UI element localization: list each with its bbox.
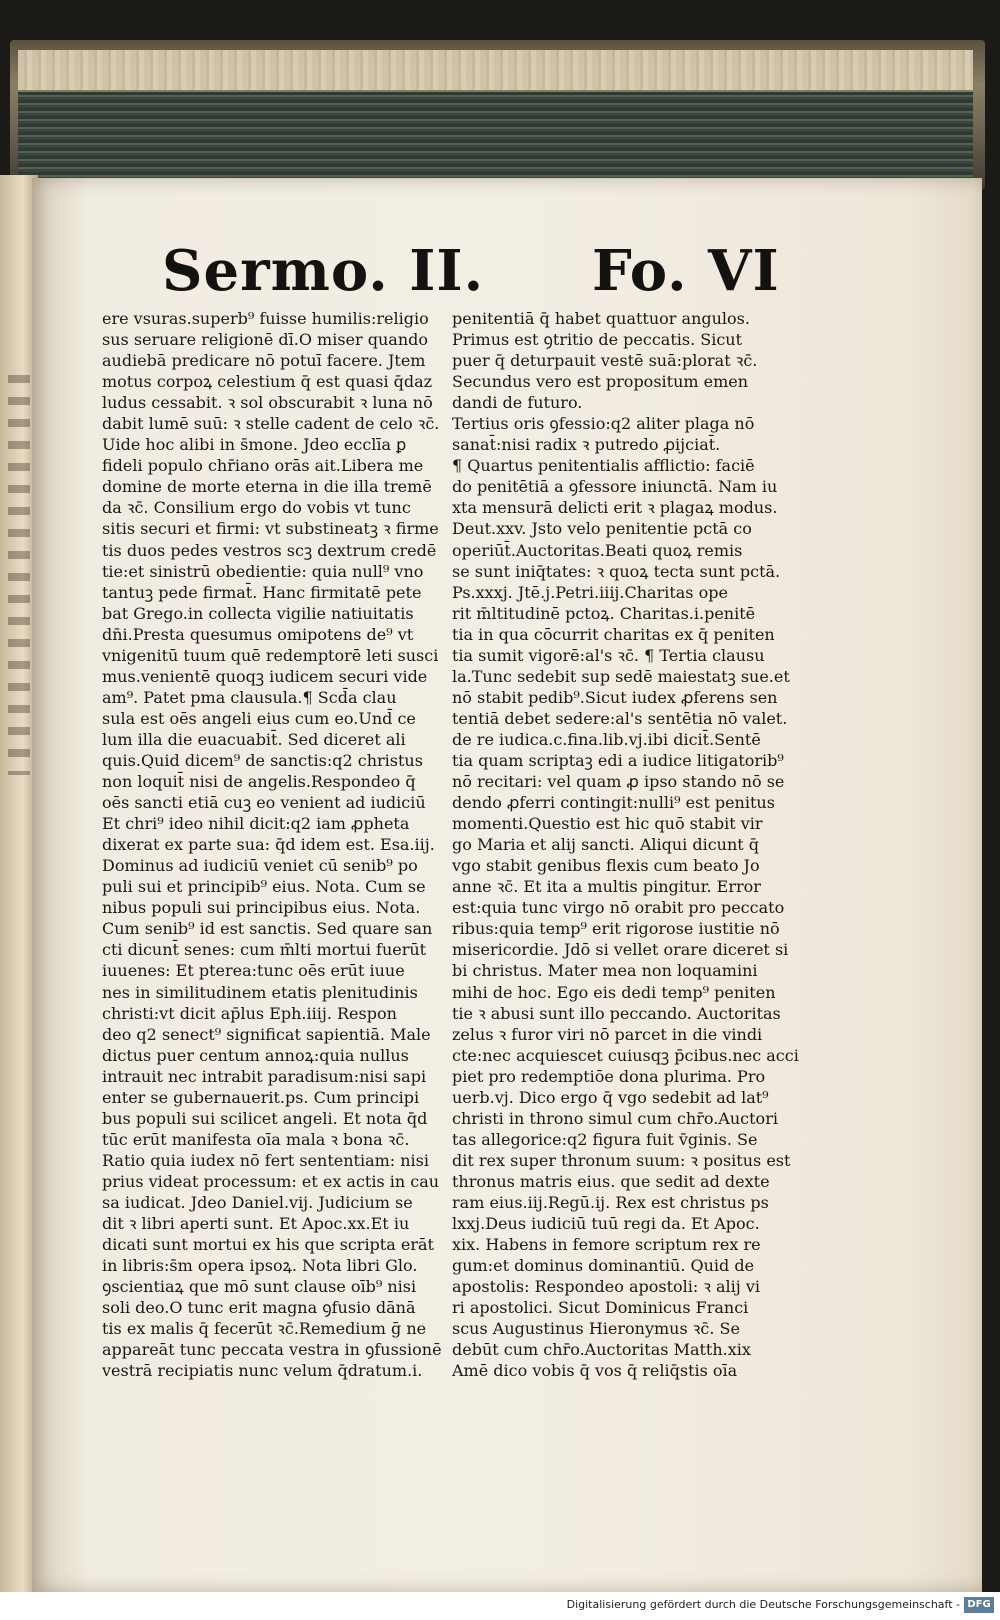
text-line: tis ex malis q̄ fecerūt ꝛc̄.Remedium ḡ ne (102, 1319, 427, 1339)
text-line: sa iudicat. Jdeo Daniel.vij. Judicium se (102, 1192, 413, 1212)
text-line: tas allegorice:q2 figura fuit v̄ginis. Se (452, 1129, 758, 1149)
text-line: gum:et dominus dominantiū. Quid de (452, 1256, 755, 1276)
text-line: iuuenes: Et pterea:tunc oēs erūt iuue (102, 961, 405, 981)
text-line: apostolis: Respondeo apostoli: ꝛ alij vi (452, 1277, 760, 1297)
text-line: Deut.xxv. Jsto velo penitentie pctā co (452, 519, 752, 539)
text-line: vestrā recipiatis nunc velum q̄dratum.i. (102, 1361, 423, 1381)
text-line: vgo stabit genibus flexis cum beato Jo (452, 856, 760, 876)
text-line: thronus matris eius. que sedit ad dexte (452, 1171, 770, 1191)
text-line: operiūt̄.Auctoritas.Beati quoꝝ remis (452, 540, 743, 560)
text-line: quis.Quid dicem⁹ de sanctis:q2 christus (102, 750, 423, 770)
text-line: Et chri⁹ ideo nihil dicit:q2 iam ꝓpheta (102, 814, 410, 834)
text-line: bat Grego.in collecta vigilie natiuitatis (102, 603, 414, 623)
text-line: sus seruare religionē dī.O miser quando (102, 330, 429, 350)
text-line: dandi de futuro. (452, 393, 583, 413)
text-line: misericordie. Jdō si vellet orare diceret si (452, 940, 789, 960)
text-line: enter se gubernauerit.ps. Cum principi (102, 1087, 420, 1107)
text-line: dit ꝛ libri aperti sunt. Et Apoc.xx.Et iu (102, 1214, 410, 1234)
text-line: audiebā predicare nō potuī facere. Jtem (102, 351, 426, 371)
text-line: de re iudica.c.fina.lib.vj.ibi dicit̄.Sentē (452, 729, 761, 749)
text-line: tūc erūt manifesta oīa mala ꝛ bona ꝛc̄. (102, 1129, 410, 1149)
text-line: dixerat ex parte sua: q̄d idem est. Esa.iij. (102, 835, 435, 855)
text-line: ri apostolici. Sicut Dominicus Franci (452, 1298, 749, 1318)
text-line: dabit lumē suū: ꝛ stelle cadent de celo ꝛc̄. (102, 414, 440, 434)
text-line: se sunt iniq̄tates: ꝛ quoꝝ tecta sunt pctā. (452, 561, 781, 581)
text-line: ¶ Quartus penitentialis afflictio: faciē (452, 456, 755, 476)
text-line: sanat̄:nisi radix ꝛ putredo ꝓijciat̄. (452, 435, 721, 455)
text-line: tantuꝫ pede firmat̄. Hanc firmitatē pete (102, 582, 422, 602)
text-line: dicati sunt mortui ex his que scripta erāt (102, 1235, 434, 1255)
text-line: dn̄i.Presta quesumus omipotens de⁹ vt (102, 624, 414, 644)
text-line: tia quam scriptaꝫ edi a iudice litigatorib⁹ (452, 750, 784, 770)
text-line: ludus cessabit. ꝛ sol obscurabit ꝛ luna nō (102, 393, 433, 413)
text-line: Amē dico vobis q̄ vos q̄ reliq̄stis oīa (452, 1361, 738, 1381)
text-line: dendo ꝓferri contingit:nulli⁹ est penitus (452, 793, 775, 813)
text-line: uerb.vj. Dico ergo q̄ vgo sedebit ad lat⁹ (452, 1087, 769, 1107)
text-line: motus corpoꝝ celestium q̄ est quasi q̄daz (102, 372, 433, 392)
text-line: Tertius oris ꝯfessio:q2 aliter plaga nō (452, 414, 755, 434)
text-line: ere vsuras.superb⁹ fuisse humilis:religio (102, 309, 429, 328)
text-line: bi christus. Mater mea non loquamini (452, 961, 758, 981)
footer-bar (0, 1592, 1000, 1620)
text-line: am⁹. Patet pma clausula.¶ Scd̄a clau (102, 687, 397, 707)
text-line: tie:et sinistrū obedientie: quia null⁹ vno (102, 561, 424, 581)
text-line: cti dicunt̄ senes: cum m̄lti mortui fuerūt (102, 940, 427, 960)
text-line: ꝯscientiaꝝ que mō sunt clause oīb⁹ nisi (102, 1277, 417, 1297)
text-line: mihi de hoc. Ego eis dedi temp⁹ peniten (452, 982, 776, 1002)
text-line: mus.venientē quoqꝫ iudicem securi vide (102, 666, 428, 686)
running-head-left: Sermo. II. (162, 238, 485, 304)
running-head-right: Fo. VI (592, 238, 780, 304)
text-line: momenti.Questio est hic quō stabit vir (452, 814, 763, 834)
text-line: puli sui et principib⁹ eius. Nota. Cum se (102, 877, 426, 897)
page-stack (18, 92, 973, 190)
text-line: Ps.xxxj. Jtē.j.Petri.iiij.Charitas ope (452, 582, 728, 602)
text-line: soli deo.O tunc erit magna ꝯfusio dānā (102, 1298, 416, 1318)
text-line: la.Tunc sedebit sup sedē maiestatꝫ sue.et (452, 666, 790, 686)
text-line: cte:nec acquiescet cuiusqꝫ p̄cibus.nec acci (452, 1045, 799, 1065)
text-line: zelus ꝛ furor viri nō parcet in die vindi (452, 1024, 763, 1044)
text-line: fideli populo chr̄iano orās ait.Libera me (102, 456, 424, 476)
text-line: xta mensurā delicti erit ꝛ plagaꝝ modus. (452, 498, 778, 518)
text-line: deo q2 senect⁹ significat sapientiā. Male (102, 1024, 431, 1044)
text-line: est:quia tunc virgo nō orabit pro peccato (452, 898, 785, 918)
text-line: Secundus vero est propositum emen (452, 372, 749, 392)
text-line: dictus puer centum annoꝝ:quia nullus (102, 1045, 409, 1065)
text-line: sitis securi et firmi: vt substineatꝫ ꝛ firme (102, 519, 439, 539)
text-line: appareāt tunc peccata vestra in ꝯfussionē (102, 1340, 442, 1360)
text-line: tentiā debet sedere:al's sentētia nō valet. (452, 708, 788, 728)
text-line: Dominus ad iudiciū veniet cū senib⁹ po (102, 856, 418, 876)
text-line: lum illa die euacuabit̄. Sed diceret ali (102, 729, 406, 749)
text-line: domine de morte eterna in die illa tremē (102, 477, 432, 497)
left-leaf-ghost-text (8, 375, 30, 775)
text-line: anne ꝛc̄. Et ita a multis pingitur. Error (452, 877, 761, 897)
text-line: penitentiā q̄ habet quattuor angulos. (452, 309, 750, 328)
text-line: sula est oēs angeli eius cum eo.Und̄ ce (102, 708, 416, 728)
book-page (32, 178, 982, 1592)
text-line: tia sumit vigorē:al's ꝛc̄. ¶ Tertia clausu (452, 645, 765, 665)
text-line: Primus est ꝯtritio de peccatis. Sicut (452, 330, 743, 350)
text-line: nō stabit pedib⁹.Sicut iudex ꝓferens sen (452, 687, 778, 707)
text-line: bus populi sui scilicet angeli. Et nota q̄d (102, 1108, 428, 1128)
text-line: do penitētiā a ꝯfessore iniunctā. Nam iu (452, 477, 778, 497)
text-line: da ꝛc̄. Consilium ergo do vobis vt tunc (102, 498, 411, 518)
text-line: rit m̄ltitudinē pctoꝝ. Charitas.i.penitē (452, 603, 756, 623)
text-line: nibus populi sui principibus eius. Nota. (102, 898, 421, 918)
text-line: tie ꝛ abusi sunt illo peccando. Auctoritas (452, 1003, 781, 1023)
text-line: vnigenitū tuum quē redemptorē leti susci (102, 645, 439, 665)
text-line: Cum senib⁹ id est sanctis. Sed quare san (102, 919, 433, 939)
text-column-right (452, 308, 812, 1381)
text-line: non loquit̄ nisi de angelis.Respondeo q̄ (102, 772, 416, 792)
text-line: piet pro redemptiōe dona plurima. Pro (452, 1066, 766, 1086)
text-line: Ratio quia iudex nō fert sententiam: nisi (102, 1150, 429, 1170)
text-line: nes in similitudinem etatis plenitudinis (102, 982, 418, 1002)
dfg-logo: DFG (964, 1597, 994, 1613)
text-line: xix. Habens in femore scriptum rex re (452, 1235, 761, 1255)
text-line: lxxj.Deus iudiciū tuū regi da. Et Apoc. (452, 1214, 760, 1234)
text-line: ram eius.iij.Regū.ij. Rex est christus ps (452, 1192, 769, 1212)
page-edges (18, 50, 973, 90)
text-line: nō recitari: vel quam ꝓ ipso stando nō se (452, 772, 785, 792)
text-line: oēs sancti etiā cuꝫ eo venient ad iudiciū (102, 793, 426, 813)
text-line: prius videat processum: et ex actis in cau (102, 1171, 440, 1191)
text-line: puer q̄ deturpauit vestē suā:plorat ꝛc̄. (452, 351, 758, 371)
text-line: christi:vt dicit ap̄lus Eph.iiij. Respon (102, 1003, 397, 1023)
text-line: christi in throno simul cum chr̄o.Auctori (452, 1108, 778, 1128)
text-line: scus Augustinus Hieronymus ꝛc̄. Se (452, 1319, 740, 1339)
text-line: go Maria et alij sancti. Aliqui dicunt q̄ (452, 835, 760, 855)
text-line: ribus:quia temp⁹ erit rigorose iustitie nō (452, 919, 780, 939)
text-line: in libris:s̄m opera ipsoꝝ. Nota libri Glo. (102, 1256, 418, 1276)
text-line: Uide hoc alibi in s̄mone. Jdeo ecclīa ꝑ (102, 435, 407, 455)
text-line: debūt cum chr̄o.Auctoritas Matth.xix (452, 1340, 751, 1360)
text-line: dit rex super thronum suum: ꝛ positus est (452, 1150, 791, 1170)
text-line: tia in qua cōcurrit charitas ex q̄ peniten (452, 624, 775, 644)
text-column-left (102, 308, 472, 1381)
footer-credit: Digitalisierung gefördert durch die Deutsche Forschungsgemeinschaft - (566, 1598, 960, 1611)
text-line: intrauit nec intrabit paradisum:nisi sapi (102, 1066, 427, 1086)
text-line: tis duos pedes vestros scꝫ dextrum credē (102, 540, 437, 560)
